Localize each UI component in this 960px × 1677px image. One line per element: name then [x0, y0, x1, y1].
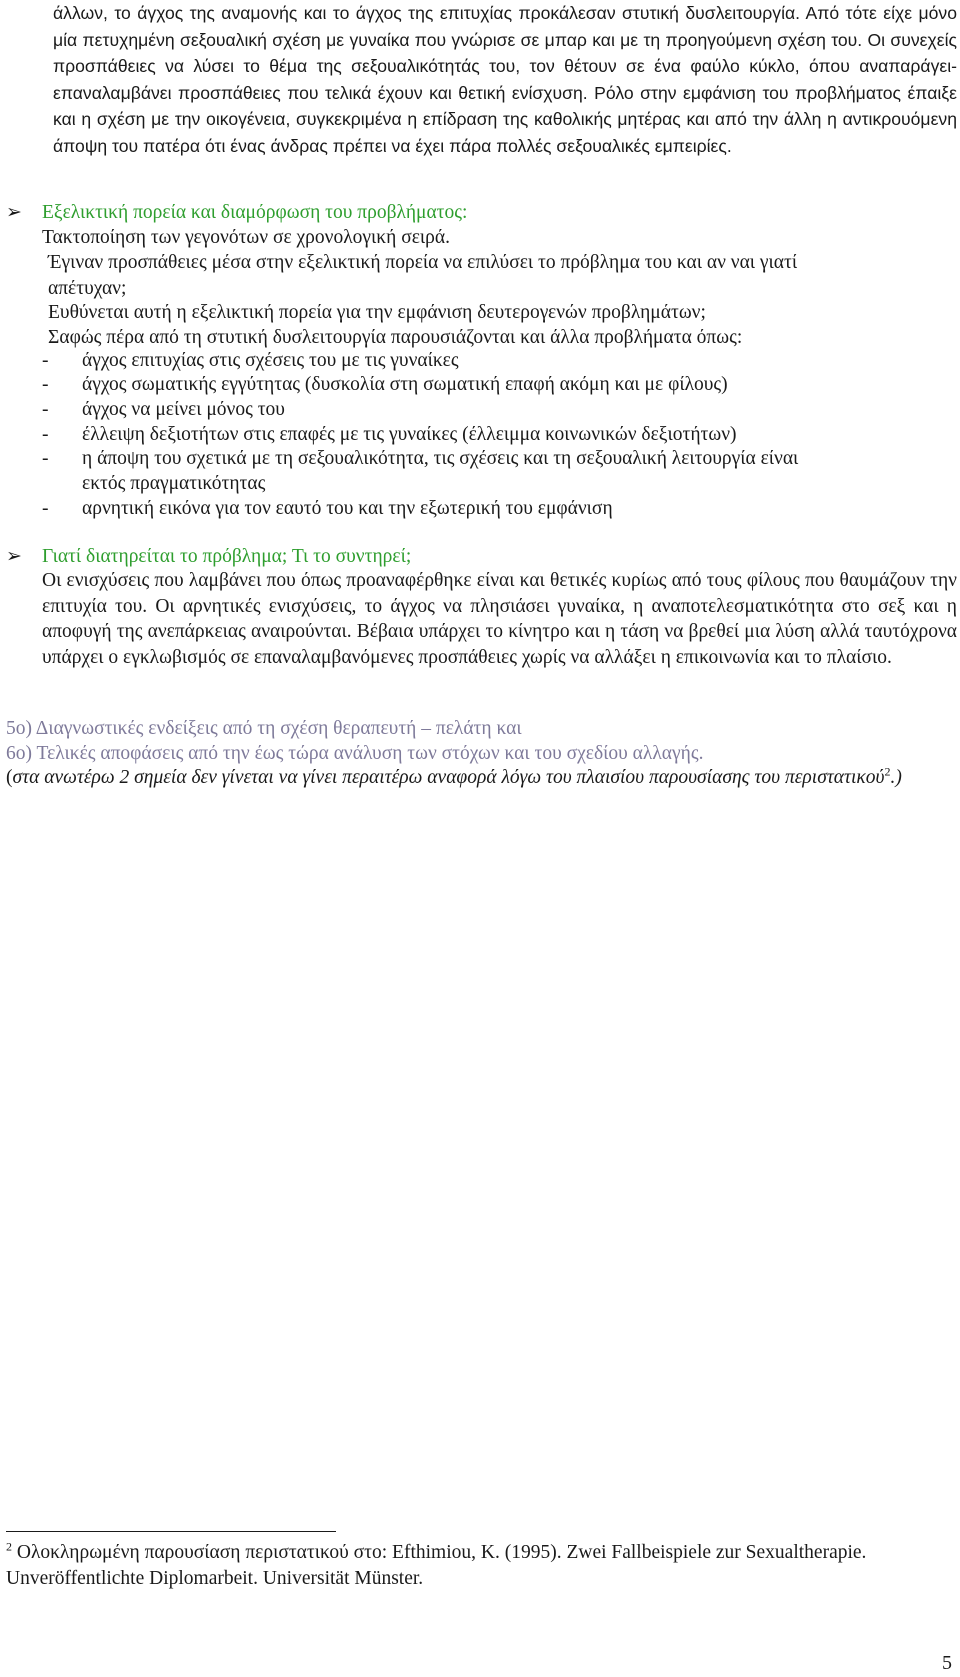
text-line: Έγιναν προσπάθειες μέσα στην εξελικτική πορεία να επιλύσει το πρόβλημα του και αν ναι γιατί [48, 252, 798, 273]
list-item: αρνητική εικόνα για τον εαυτό του και την εξωτερική του εμφάνιση [82, 498, 613, 519]
text-line: Ευθύνεται αυτή η εξελικτική πορεία για την εμφάνιση δευτερογενών προβλημάτων; [48, 302, 706, 323]
footnote-number: 2 [6, 1539, 12, 1554]
list-item: έλλειψη δεξιοτήτων στις επαφές με τις γυναίκες (έλλειμμα κοινωνικών δεξιοτήτων) [82, 424, 737, 445]
dash-bullet: - [42, 374, 49, 395]
note-paragraph [6, 765, 957, 790]
footnote [6, 1540, 906, 1592]
intro-paragraph: άλλων, το άγχος της αναμονής και το άγχος της επιτυχίας προκάλεσαν στυτική δυσλειτουργία. Από τότε είχε μόνο μία πετυχημένη σεξουαλική σχέση με γυναίκα που γνώρισε σε μπαρ και με τη προηγούμενη σχέση του. Οι συνεχείς προσπάθειες να λύσει το θέμα της σεξουαλικότητάς του, τον θέτουν σε ένα φαύλο κύκλο, όπου αναπαράγει-επαναλαμβάνει προσπάθειες που τελικά έχουν και θετική ενίσχυση. Ρόλο στην εμφάνιση του προβλήματος έπαιξε και η σχέση με την οικογένεια, συγκεκριμένα η επίδραση της καθολικής μητέρας και από την άλλη η αντικρουόμενη άποψη του πατέρα ότι ένας άνδρας πρέπει να έχει πάρα πολλές σεξουαλικές εμπειρίες. [53, 3, 957, 156]
text-line: Τακτοποίηση των γεγονότων σε χρονολογική σειρά. [42, 227, 450, 248]
dash-bullet: - [42, 350, 49, 371]
section-heading-evolution: Εξελικτική πορεία και διαμόρφωση του προβλήματος: [42, 202, 468, 223]
note-text: στα ανωτέρω 2 σημεία δεν γίνεται να γίνει περαιτέρω αναφορά λόγω του πλαισίου παρουσίασης του περιστατικού [12, 767, 885, 788]
text-line: Σαφώς πέρα από τη στυτική δυσλειτουργία παρουσιάζονται και άλλα προβλήματα όπως: [48, 327, 743, 348]
text-line: απέτυχαν; [48, 278, 127, 299]
dash-bullet: - [42, 424, 49, 445]
list-item: άγχος επιτυχίας στις σχέσεις του με τις γυναίκες [82, 350, 459, 371]
note-close: .) [890, 767, 902, 788]
arrow-bullet-icon: ➢ [6, 545, 22, 567]
dash-bullet: - [42, 448, 49, 469]
page-number: 5 [942, 1652, 952, 1674]
list-item: άγχος να μείνει μόνος του [82, 399, 285, 420]
list-item: άγχος σωματικής εγγύτητας (δυσκολία στη σωματική επαφή ακόμη και με φίλους) [82, 374, 728, 395]
dash-bullet: - [42, 399, 49, 420]
section-heading-maintenance: Γιατί διατηρείται το πρόβλημα; Τι το συντηρεί; [42, 546, 412, 567]
maintenance-paragraph: Οι ενισχύσεις που λαμβάνει που όπως προαναφέρθηκε είναι και θετικές κυρίως από τους φίλους που θαυμάζουν την επιτυχία του. Οι αρνητικές ενισχύσεις, το άγχος να πλησιάσει γυναίκα, η αναποτελεσματικότητα στο σεξ και η αποφυγή της ανεπάρκειας αναιρούνται. Βέβαια υπάρχει το κίνητρο και η τάση να βρεθεί μια λύση αλλά ταυτόχρονα υπάρχει ο εγκλωβισμός σε επαναλαμβανόμενες προσπάθειες χωρίς να αλλάξει η επικοινωνία και το πλαίσιο. [42, 570, 957, 668]
list-item-continuation: εκτός πραγματικότητας [82, 473, 266, 494]
list-item: η άποψη του σχετικά με τη σεξουαλικότητα, τις σχέσεις και τη σεξουαλική λειτουργία είναι [82, 448, 799, 469]
numbered-item-6: 6ο) Τελικές αποφάσεις από την έως τώρα ανάλυση των στόχων και του σχεδίου αλλαγής. [6, 743, 704, 764]
footnote-text: Ολοκληρωμένη παρουσίαση περιστατικού στο: Efthimiou, K. (1995). Zwei Fallbeispiele zur Sexualtherapie. Unveröffentlichte Diplomarbeit. Universität Münster. [6, 1542, 867, 1589]
numbered-item-5: 5ο) Διαγνωστικές ενδείξεις από τη σχέση θεραπευτή – πελάτη και [6, 718, 522, 739]
dash-bullet: - [42, 498, 49, 519]
footnote-reference: 2 [884, 764, 891, 779]
footnote-divider [6, 1531, 336, 1532]
note-open-paren: ( [6, 767, 13, 788]
arrow-bullet-icon: ➢ [6, 201, 22, 223]
